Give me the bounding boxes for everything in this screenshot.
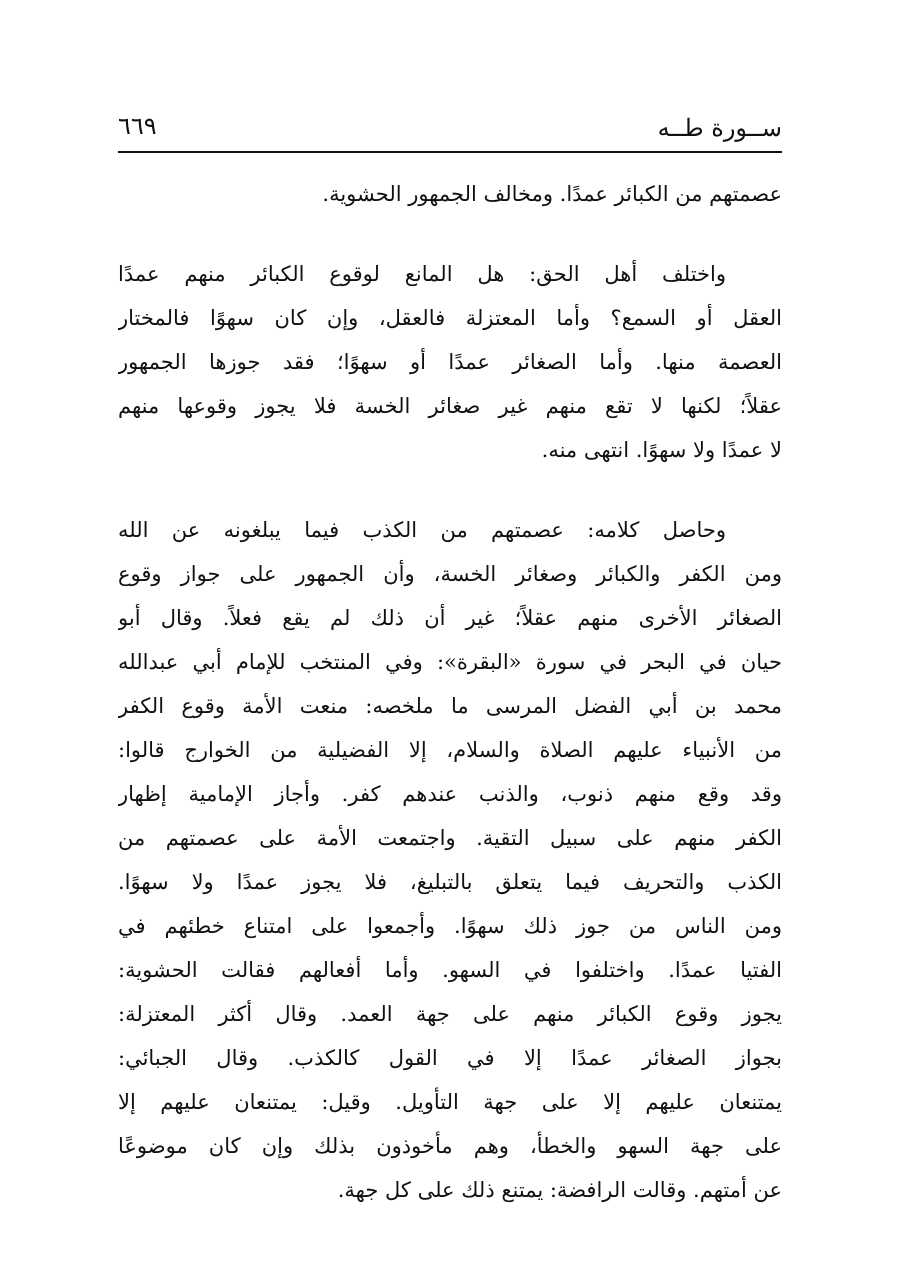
text-line: وقد وقع منهم ذنوب، والذنب عندهم كفر. وأجاز الإمامية إظهار (118, 782, 782, 806)
text-line: يمتنعان عليهم إلا على جهة التأويل. وقيل: يمتنعان عليهم إلا (118, 1090, 782, 1114)
text-line: محمد بن أبي الفضل المرسى ما ملخصه: منعت الأمة وقوع الكفر (118, 694, 782, 718)
text-line: الكفر منهم على سبيل التقية. واجتمعت الأمة على عصمتهم من (118, 826, 782, 850)
paragraph-gap (118, 472, 782, 508)
surah-title: ســورة طــه (657, 114, 782, 142)
text-line: عن أمتهم. وقالت الرافضة: يمتنع ذلك على كل جهة. (337, 1178, 782, 1202)
text-line: حيان في البحر في سورة «البقرة»: وفي المنتخب للإمام أبي عبدالله (118, 650, 782, 674)
text-line: واختلف أهل الحق: هل المانع لوقوع الكبائر منهم عمدًا (118, 262, 726, 286)
text-line: الكذب والتحريف فيما يتعلق بالتبليغ، فلا يجوز عمدًا ولا سهوًا. (118, 870, 782, 894)
page-number: ٦٦٩ (118, 112, 157, 140)
text-line: ومن الناس من جوز ذلك سهوًا. وأجمعوا على امتناع خطئهم في (118, 914, 782, 938)
text-line: العصمة منها. وأما الصغائر عمدًا أو سهوًا؛ فقد جوزها الجمهور (118, 350, 782, 374)
text-line: من الأنبياء عليهم الصلاة والسلام، إلا الفضيلية من الخوارج قالوا: (118, 738, 782, 762)
text-line: ومن الكفر والكبائر وصغائر الخسة، وأن الجمهور على جواز وقوع (118, 562, 782, 586)
text-line: العقل أو السمع؟ وأما المعتزلة فالعقل، وإن كان سهوًا فالمختار (118, 306, 782, 330)
paragraph-gap (118, 216, 782, 252)
page-body (118, 172, 782, 1212)
text-line: عقلاً؛ لكنها لا تقع منهم غير صغائر الخسة فلا يجوز وقوعها منهم (118, 394, 782, 418)
text-line: عصمتهم من الكبائر عمدًا. ومخالف الجمهور الحشوية. (322, 182, 782, 206)
text-line: وحاصل كلامه: عصمتهم من الكذب فيما يبلغونه عن الله (118, 518, 726, 542)
text-line: لا عمدًا ولا سهوًا. انتهى منه. (541, 438, 782, 462)
header-divider (118, 151, 782, 153)
text-line: على جهة السهو والخطأ، وهم مأخوذون بذلك وإن كان موضوعًا (118, 1134, 782, 1158)
text-line: بجواز الصغائر عمدًا إلا في القول كالكذب. وقال الجبائي: (118, 1046, 782, 1070)
text-line: الصغائر الأخرى منهم عقلاً؛ غير أن ذلك لم يقع فعلاً. وقال أبو (118, 606, 782, 630)
text-line: يجوز وقوع الكبائر منهم على جهة العمد. وقال أكثر المعتزلة: (118, 1002, 782, 1026)
text-line: الفتيا عمدًا. واختلفوا في السهو. وأما أفعالهم فقالت الحشوية: (118, 958, 782, 982)
page-header (118, 108, 782, 148)
